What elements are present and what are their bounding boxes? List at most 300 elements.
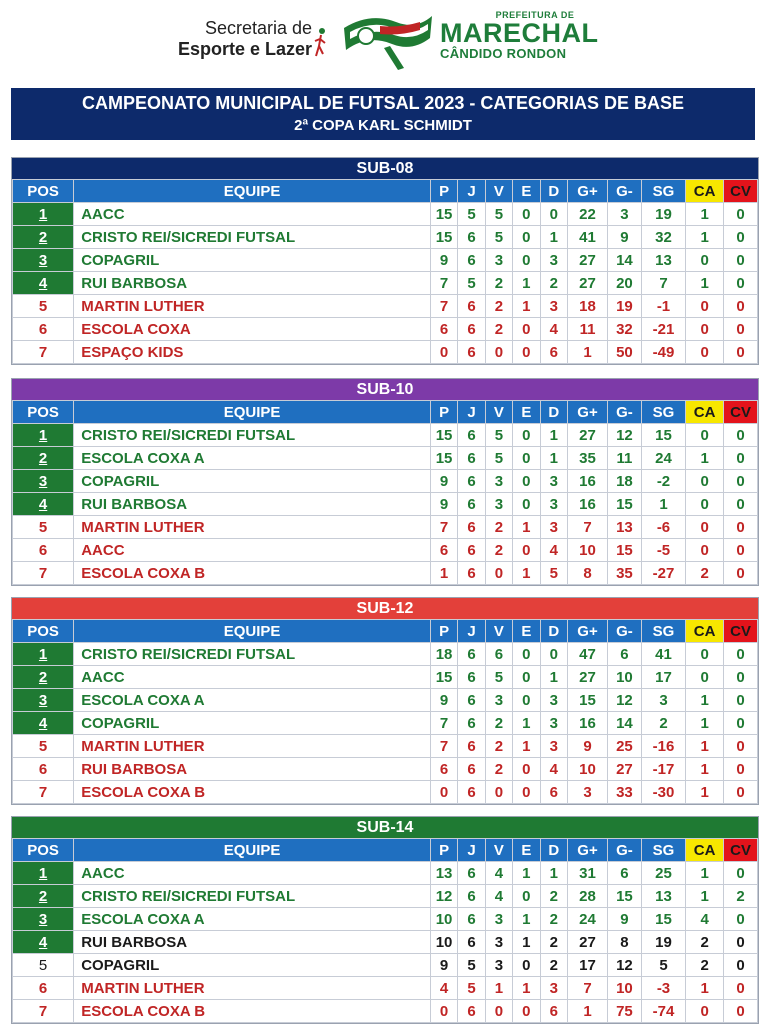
column-header-d: D [540, 620, 567, 643]
stat-cell-gp: 22 [567, 203, 607, 226]
team-name-cell: CRISTO REI/SICREDI FUTSAL [74, 643, 431, 666]
stat-cell-e: 0 [513, 341, 540, 364]
stat-cell-j: 6 [458, 341, 485, 364]
stat-cell-v: 3 [485, 249, 512, 272]
position-cell: 2 [13, 885, 74, 908]
stat-cell-sg: 2 [641, 712, 685, 735]
stat-cell-cv: 0 [724, 666, 758, 689]
standings-table [12, 619, 758, 804]
stat-cell-j: 6 [458, 470, 485, 493]
column-header-p: P [430, 401, 457, 424]
stat-cell-d: 5 [540, 562, 567, 585]
stat-cell-v: 0 [485, 1000, 512, 1023]
column-header-j: J [458, 839, 485, 862]
stat-cell-e: 1 [513, 977, 540, 1000]
stat-cell-e: 1 [513, 295, 540, 318]
stat-cell-p: 10 [430, 908, 457, 931]
stat-cell-ca: 0 [686, 295, 724, 318]
stat-cell-ca: 1 [686, 712, 724, 735]
stat-cell-p: 12 [430, 885, 457, 908]
stat-cell-cv: 2 [724, 885, 758, 908]
stat-cell-e: 0 [513, 424, 540, 447]
standings-table [12, 179, 758, 364]
stat-cell-gp: 10 [567, 758, 607, 781]
stat-cell-gp: 27 [567, 666, 607, 689]
stat-cell-cv: 0 [724, 226, 758, 249]
stat-cell-d: 4 [540, 318, 567, 341]
stat-cell-cv: 0 [724, 424, 758, 447]
position-cell: 1 [13, 203, 74, 226]
stat-cell-ca: 0 [686, 493, 724, 516]
stat-cell-p: 15 [430, 226, 457, 249]
stat-cell-j: 6 [458, 295, 485, 318]
stat-cell-e: 0 [513, 318, 540, 341]
stat-cell-d: 1 [540, 424, 567, 447]
stat-cell-ca: 2 [686, 562, 724, 585]
stat-cell-e: 0 [513, 470, 540, 493]
stat-cell-d: 4 [540, 758, 567, 781]
column-header-gplus: G+ [567, 180, 607, 203]
stat-cell-gp: 9 [567, 735, 607, 758]
table-row [13, 954, 758, 977]
secretaria-line1: Secretaria de [204, 18, 312, 38]
column-header-d: D [540, 180, 567, 203]
stat-cell-ca: 0 [686, 643, 724, 666]
page-header [0, 0, 761, 84]
table-row [13, 862, 758, 885]
column-header-v: V [485, 180, 512, 203]
column-header-v: V [485, 620, 512, 643]
table-row [13, 977, 758, 1000]
stat-cell-cv: 0 [724, 931, 758, 954]
stat-cell-gm: 20 [608, 272, 642, 295]
stat-cell-v: 2 [485, 272, 512, 295]
stat-cell-v: 2 [485, 539, 512, 562]
stat-cell-gm: 10 [608, 666, 642, 689]
column-header-ca: CA [686, 620, 724, 643]
stat-cell-v: 3 [485, 908, 512, 931]
stat-cell-d: 2 [540, 954, 567, 977]
position-cell: 1 [13, 862, 74, 885]
stat-cell-d: 1 [540, 226, 567, 249]
stat-cell-gm: 12 [608, 954, 642, 977]
stat-cell-v: 2 [485, 318, 512, 341]
stat-cell-e: 1 [513, 272, 540, 295]
position-cell: 5 [13, 954, 74, 977]
stat-cell-cv: 0 [724, 318, 758, 341]
stat-cell-sg: 15 [641, 424, 685, 447]
stat-cell-sg: 15 [641, 908, 685, 931]
stat-cell-gp: 7 [567, 516, 607, 539]
stat-cell-e: 0 [513, 666, 540, 689]
stat-cell-p: 0 [430, 781, 457, 804]
stat-cell-v: 6 [485, 643, 512, 666]
championship-title: CAMPEONATO MUNICIPAL DE FUTSAL 2023 - CATEGORIAS DE BASE [81, 93, 685, 113]
stat-cell-d: 0 [540, 203, 567, 226]
stat-cell-cv: 0 [724, 562, 758, 585]
stat-cell-gp: 1 [567, 341, 607, 364]
column-header-e: E [513, 180, 540, 203]
stat-cell-ca: 4 [686, 908, 724, 931]
table-row [13, 318, 758, 341]
column-header-equipe: EQUIPE [74, 620, 431, 643]
stat-cell-p: 6 [430, 318, 457, 341]
stat-cell-ca: 1 [686, 735, 724, 758]
stat-cell-p: 15 [430, 424, 457, 447]
column-header-j: J [458, 401, 485, 424]
column-header-v: V [485, 401, 512, 424]
stat-cell-p: 15 [430, 447, 457, 470]
secretaria-line2: Esporte e Lazer [177, 39, 312, 59]
stat-cell-sg: -74 [641, 1000, 685, 1023]
stat-cell-gm: 19 [608, 295, 642, 318]
stat-cell-ca: 0 [686, 666, 724, 689]
stat-cell-gp: 1 [567, 1000, 607, 1023]
stat-cell-v: 2 [485, 516, 512, 539]
stat-cell-cv: 0 [724, 954, 758, 977]
column-header-p: P [430, 620, 457, 643]
standings-table [12, 838, 758, 1023]
stat-cell-gm: 6 [608, 862, 642, 885]
position-cell: 7 [13, 1000, 74, 1023]
prefeitura-big: MARECHAL [440, 18, 599, 48]
stat-cell-gm: 13 [608, 516, 642, 539]
stat-cell-j: 6 [458, 781, 485, 804]
stat-cell-v: 3 [485, 954, 512, 977]
team-name-cell: MARTIN LUTHER [74, 735, 431, 758]
position-cell: 6 [13, 539, 74, 562]
stat-cell-sg: -1 [641, 295, 685, 318]
table-row [13, 539, 758, 562]
stat-cell-p: 7 [430, 735, 457, 758]
championship-subtitle: 2ª COPA KARL SCHMIDT [294, 117, 472, 134]
team-name-cell: MARTIN LUTHER [74, 977, 431, 1000]
category-title: SUB-10 [12, 379, 758, 400]
stat-cell-gp: 16 [567, 493, 607, 516]
stat-cell-gm: 75 [608, 1000, 642, 1023]
position-cell: 4 [13, 931, 74, 954]
stat-cell-v: 3 [485, 493, 512, 516]
stat-cell-p: 7 [430, 295, 457, 318]
column-header-e: E [513, 839, 540, 862]
stat-cell-j: 6 [458, 424, 485, 447]
stat-cell-sg: 19 [641, 203, 685, 226]
stat-cell-sg: 13 [641, 249, 685, 272]
stat-cell-j: 6 [458, 539, 485, 562]
stat-cell-cv: 0 [724, 781, 758, 804]
stat-cell-sg: -27 [641, 562, 685, 585]
stat-cell-sg: -16 [641, 735, 685, 758]
stat-cell-sg: 24 [641, 447, 685, 470]
column-header-gplus: G+ [567, 839, 607, 862]
stat-cell-j: 6 [458, 226, 485, 249]
column-header-cv: CV [724, 180, 758, 203]
stat-cell-sg: 13 [641, 885, 685, 908]
team-name-cell: CRISTO REI/SICREDI FUTSAL [74, 885, 431, 908]
column-header-sg: SG [641, 401, 685, 424]
team-name-cell: ESCOLA COXA A [74, 908, 431, 931]
team-name-cell: RUI BARBOSA [74, 493, 431, 516]
stat-cell-d: 6 [540, 781, 567, 804]
stat-cell-d: 6 [540, 341, 567, 364]
table-row [13, 908, 758, 931]
stat-cell-gp: 7 [567, 977, 607, 1000]
stat-cell-e: 0 [513, 249, 540, 272]
stat-cell-gp: 27 [567, 249, 607, 272]
stat-cell-e: 0 [513, 447, 540, 470]
stat-cell-v: 0 [485, 341, 512, 364]
position-cell: 3 [13, 249, 74, 272]
team-name-cell: CRISTO REI/SICREDI FUTSAL [74, 424, 431, 447]
stat-cell-gp: 27 [567, 272, 607, 295]
stat-cell-gp: 17 [567, 954, 607, 977]
stat-cell-j: 6 [458, 643, 485, 666]
stat-cell-p: 9 [430, 249, 457, 272]
stat-cell-gm: 27 [608, 758, 642, 781]
stat-cell-d: 3 [540, 735, 567, 758]
stat-cell-v: 5 [485, 447, 512, 470]
position-cell: 5 [13, 516, 74, 539]
stat-cell-e: 0 [513, 954, 540, 977]
table-row [13, 341, 758, 364]
stat-cell-gm: 15 [608, 539, 642, 562]
stat-cell-j: 6 [458, 1000, 485, 1023]
stat-cell-p: 0 [430, 1000, 457, 1023]
stat-cell-ca: 0 [686, 516, 724, 539]
stat-cell-e: 1 [513, 735, 540, 758]
position-cell: 3 [13, 908, 74, 931]
stat-cell-p: 10 [430, 931, 457, 954]
position-cell: 1 [13, 424, 74, 447]
stat-cell-gp: 11 [567, 318, 607, 341]
position-cell: 4 [13, 493, 74, 516]
stat-cell-e: 0 [513, 885, 540, 908]
stat-cell-sg: -5 [641, 539, 685, 562]
standings-sub-12 [11, 597, 759, 805]
team-name-cell: ESCOLA COXA [74, 318, 431, 341]
stat-cell-cv: 0 [724, 862, 758, 885]
stat-cell-ca: 1 [686, 203, 724, 226]
position-cell: 3 [13, 689, 74, 712]
stat-cell-j: 6 [458, 562, 485, 585]
column-header-gplus: G+ [567, 401, 607, 424]
position-cell: 6 [13, 758, 74, 781]
stat-cell-gp: 47 [567, 643, 607, 666]
stat-cell-p: 7 [430, 712, 457, 735]
column-header-d: D [540, 401, 567, 424]
stat-cell-v: 5 [485, 226, 512, 249]
stat-cell-gm: 35 [608, 562, 642, 585]
stat-cell-cv: 0 [724, 447, 758, 470]
column-header-ca: CA [686, 839, 724, 862]
table-row [13, 272, 758, 295]
prefeitura-mid: CÂNDIDO RONDON [440, 46, 567, 61]
stat-cell-gm: 18 [608, 470, 642, 493]
stat-cell-e: 0 [513, 781, 540, 804]
column-header-cv: CV [724, 839, 758, 862]
column-header-e: E [513, 401, 540, 424]
stat-cell-sg: -17 [641, 758, 685, 781]
table-row [13, 1000, 758, 1023]
table-row [13, 781, 758, 804]
stat-cell-cv: 0 [724, 758, 758, 781]
stat-cell-ca: 1 [686, 689, 724, 712]
stat-cell-cv: 0 [724, 977, 758, 1000]
position-cell: 7 [13, 562, 74, 585]
team-name-cell: MARTIN LUTHER [74, 295, 431, 318]
stat-cell-j: 6 [458, 249, 485, 272]
stat-cell-gm: 10 [608, 977, 642, 1000]
stat-cell-e: 0 [513, 493, 540, 516]
stat-cell-v: 5 [485, 203, 512, 226]
position-cell: 7 [13, 781, 74, 804]
stat-cell-sg: -2 [641, 470, 685, 493]
stat-cell-d: 2 [540, 931, 567, 954]
stat-cell-p: 1 [430, 562, 457, 585]
stat-cell-gm: 32 [608, 318, 642, 341]
column-header-d: D [540, 839, 567, 862]
position-cell: 2 [13, 447, 74, 470]
stat-cell-v: 2 [485, 712, 512, 735]
stat-cell-gp: 27 [567, 931, 607, 954]
stat-cell-ca: 1 [686, 272, 724, 295]
stat-cell-j: 6 [458, 712, 485, 735]
stat-cell-j: 6 [458, 516, 485, 539]
column-header-pos: POS [13, 620, 74, 643]
table-row [13, 493, 758, 516]
stat-cell-j: 6 [458, 908, 485, 931]
column-header-gplus: G+ [567, 620, 607, 643]
category-title: SUB-14 [12, 817, 758, 838]
stat-cell-p: 4 [430, 977, 457, 1000]
stat-cell-d: 3 [540, 516, 567, 539]
team-name-cell: MARTIN LUTHER [74, 516, 431, 539]
stat-cell-gm: 50 [608, 341, 642, 364]
stat-cell-cv: 0 [724, 249, 758, 272]
stat-cell-gp: 28 [567, 885, 607, 908]
stat-cell-ca: 1 [686, 885, 724, 908]
table-row [13, 666, 758, 689]
column-header-v: V [485, 839, 512, 862]
stat-cell-e: 1 [513, 516, 540, 539]
position-cell: 7 [13, 341, 74, 364]
table-row [13, 295, 758, 318]
team-name-cell: ESCOLA COXA B [74, 1000, 431, 1023]
stat-cell-j: 5 [458, 203, 485, 226]
stat-cell-j: 6 [458, 862, 485, 885]
stat-cell-gp: 16 [567, 712, 607, 735]
table-row [13, 643, 758, 666]
stat-cell-cv: 0 [724, 643, 758, 666]
table-row [13, 689, 758, 712]
stat-cell-gp: 31 [567, 862, 607, 885]
stat-cell-gm: 8 [608, 931, 642, 954]
stat-cell-ca: 0 [686, 1000, 724, 1023]
stat-cell-sg: 17 [641, 666, 685, 689]
stat-cell-e: 0 [513, 1000, 540, 1023]
table-row [13, 424, 758, 447]
team-name-cell: COPAGRIL [74, 249, 431, 272]
stat-cell-j: 6 [458, 689, 485, 712]
stat-cell-j: 6 [458, 447, 485, 470]
stat-cell-p: 9 [430, 954, 457, 977]
stat-cell-j: 6 [458, 885, 485, 908]
stat-cell-d: 3 [540, 470, 567, 493]
stat-cell-j: 6 [458, 666, 485, 689]
team-name-cell: COPAGRIL [74, 954, 431, 977]
table-row [13, 735, 758, 758]
stat-cell-sg: 7 [641, 272, 685, 295]
stat-cell-gp: 15 [567, 689, 607, 712]
stat-cell-sg: 19 [641, 931, 685, 954]
stat-cell-p: 6 [430, 539, 457, 562]
stat-cell-gm: 25 [608, 735, 642, 758]
stat-cell-v: 3 [485, 689, 512, 712]
stat-cell-sg: 32 [641, 226, 685, 249]
column-header-p: P [430, 839, 457, 862]
stat-cell-gm: 6 [608, 643, 642, 666]
team-name-cell: COPAGRIL [74, 712, 431, 735]
stat-cell-d: 3 [540, 249, 567, 272]
stat-cell-j: 5 [458, 272, 485, 295]
stat-cell-gp: 16 [567, 470, 607, 493]
column-header-pos: POS [13, 839, 74, 862]
table-row [13, 516, 758, 539]
stat-cell-p: 7 [430, 516, 457, 539]
position-cell: 1 [13, 643, 74, 666]
stat-cell-gp: 27 [567, 424, 607, 447]
stat-cell-ca: 1 [686, 977, 724, 1000]
stat-cell-j: 5 [458, 954, 485, 977]
column-header-ca: CA [686, 401, 724, 424]
stat-cell-ca: 1 [686, 758, 724, 781]
table-row [13, 931, 758, 954]
stat-cell-d: 3 [540, 295, 567, 318]
stat-cell-gm: 12 [608, 424, 642, 447]
stat-cell-d: 1 [540, 666, 567, 689]
column-header-sg: SG [641, 620, 685, 643]
stat-cell-v: 4 [485, 885, 512, 908]
stat-cell-sg: 5 [641, 954, 685, 977]
runner-icon [314, 26, 328, 62]
stat-cell-j: 6 [458, 735, 485, 758]
stat-cell-gm: 15 [608, 885, 642, 908]
stat-cell-ca: 0 [686, 249, 724, 272]
stat-cell-v: 4 [485, 862, 512, 885]
team-name-cell: ESPAÇO KIDS [74, 341, 431, 364]
team-name-cell: ESCOLA COXA B [74, 781, 431, 804]
stat-cell-cv: 0 [724, 493, 758, 516]
stat-cell-sg: 1 [641, 493, 685, 516]
stat-cell-sg: -21 [641, 318, 685, 341]
table-row [13, 562, 758, 585]
stat-cell-d: 1 [540, 447, 567, 470]
stat-cell-cv: 0 [724, 341, 758, 364]
stat-cell-ca: 2 [686, 931, 724, 954]
stat-cell-ca: 0 [686, 424, 724, 447]
flag-logo-icon [340, 8, 436, 74]
stat-cell-gm: 33 [608, 781, 642, 804]
stat-cell-v: 3 [485, 931, 512, 954]
position-cell: 5 [13, 735, 74, 758]
stat-cell-e: 0 [513, 643, 540, 666]
stat-cell-p: 7 [430, 272, 457, 295]
table-row [13, 203, 758, 226]
table-row [13, 885, 758, 908]
column-header-cv: CV [724, 401, 758, 424]
prefeitura-logo-text [440, 10, 610, 61]
stat-cell-cv: 0 [724, 203, 758, 226]
